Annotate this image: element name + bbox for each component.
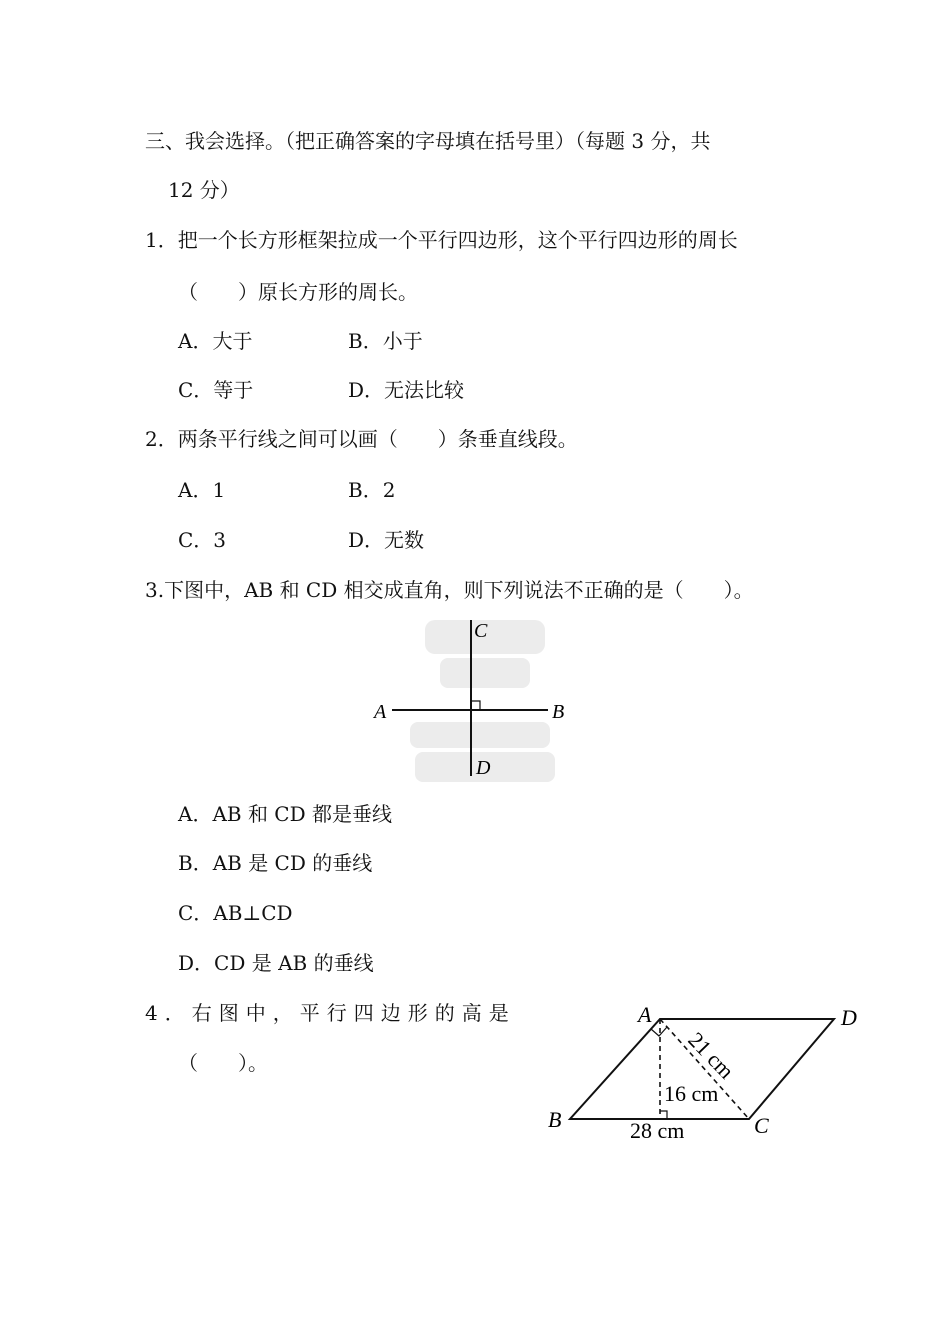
length-21cm: 21 cm xyxy=(683,1027,740,1084)
q3-text: 3.下图中，AB 和 CD 相交成直角，则下列说法不正确的是（ ）。 xyxy=(145,578,754,602)
point-c: C xyxy=(474,620,488,642)
right-angle-top xyxy=(651,1027,667,1036)
right-angle-mark xyxy=(471,701,480,710)
point-b: B xyxy=(552,701,565,723)
q1-option-a: A．大于 xyxy=(178,329,253,353)
q1-option-d: D．无法比较 xyxy=(348,378,465,402)
length-16cm: 16 cm xyxy=(664,1081,719,1106)
q4-text-cont: （ ）。 xyxy=(178,1051,268,1075)
q1-option-c: C．等于 xyxy=(178,378,254,402)
vertex-b: B xyxy=(548,1107,562,1132)
q3-option-d: D．CD 是 AB 的垂线 xyxy=(178,951,374,975)
section-title: 三、我会选择。（把正确答案的字母填在括号里）（每题 3 分，共 xyxy=(145,129,711,153)
q1-text: 1．把一个长方形框架拉成一个平行四边形，这个平行四边形的周长 xyxy=(145,228,738,252)
q3-option-c: C．AB⊥CD xyxy=(178,901,293,925)
q1-text-cont: （ ）原长方形的周长。 xyxy=(178,280,418,304)
q2-option-c: C．3 xyxy=(178,528,227,552)
point-a: A xyxy=(374,701,387,723)
vertex-c: C xyxy=(754,1113,769,1138)
q1-option-b: B．小于 xyxy=(348,329,423,353)
q2-option-a: A．1 xyxy=(178,478,226,502)
q2-option-b: B．2 xyxy=(348,478,396,502)
q4-text: 4．右图中，平行四边形的高是 xyxy=(145,1001,516,1025)
q3-figure xyxy=(370,610,580,790)
vertex-a: A xyxy=(638,1002,652,1027)
q2-text: 2．两条平行线之间可以画（ ）条垂直线段。 xyxy=(145,427,578,451)
length-28cm: 28 cm xyxy=(630,1118,685,1143)
vertex-d: D xyxy=(841,1005,857,1030)
q4-figure xyxy=(540,995,880,1155)
point-d: D xyxy=(476,757,491,779)
q3-option-a: A．AB 和 CD 都是垂线 xyxy=(178,802,392,826)
q2-option-d: D．无数 xyxy=(348,528,425,552)
q3-option-b: B．AB 是 CD 的垂线 xyxy=(178,851,373,875)
section-title-cont: 12 分） xyxy=(168,178,240,202)
